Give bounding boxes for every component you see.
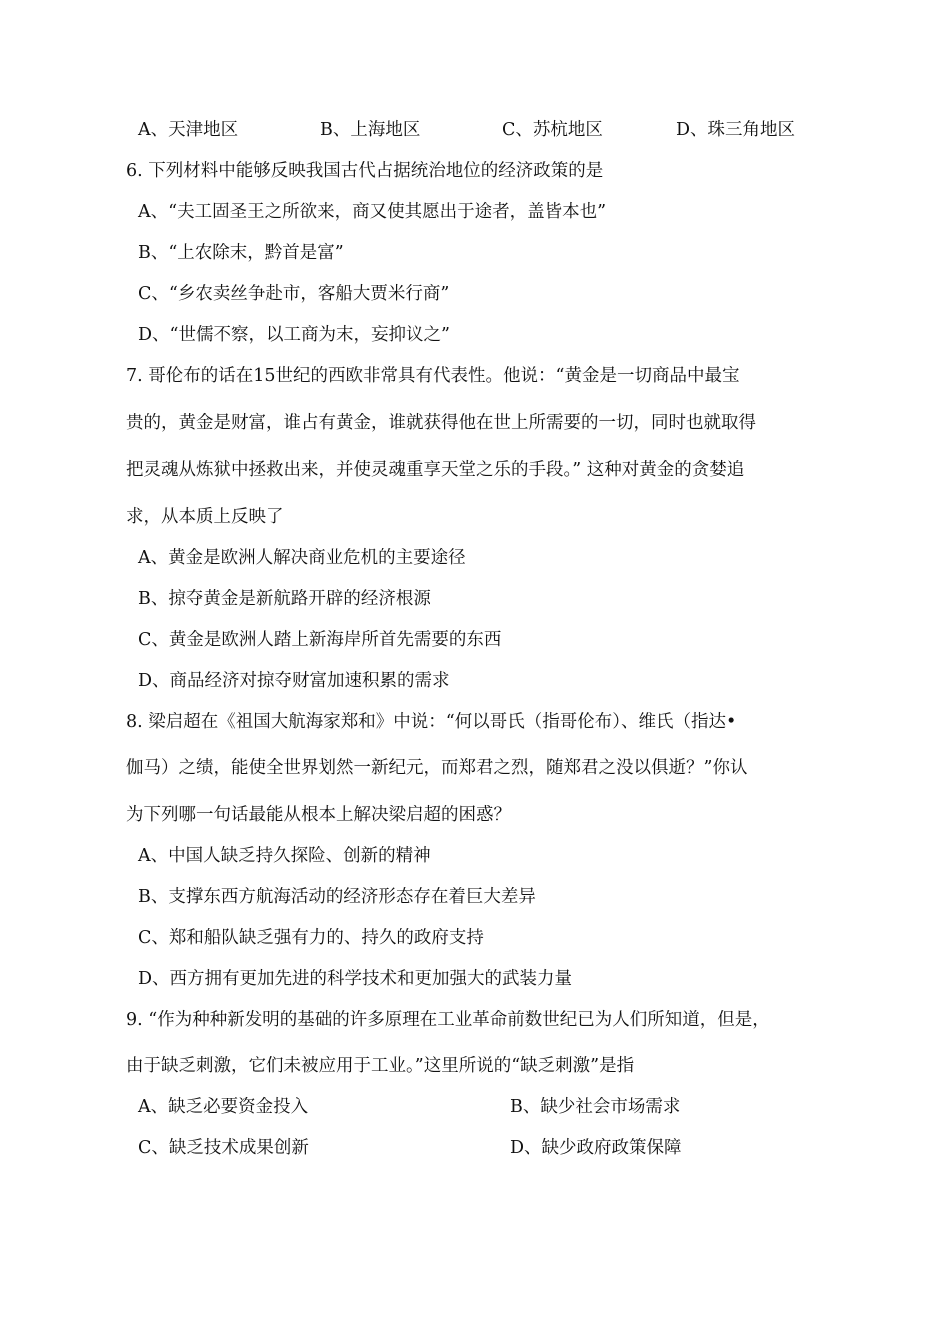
q6-option-a: A、“夫工固圣王之所欲来，商又使其愿出于途者，盖皆本也” — [138, 202, 607, 222]
q8-option-b: B、支撑东西方航海活动的经济形态存在着巨大差异 — [138, 887, 536, 907]
q9-option-d: D、缺少政府政策保障 — [510, 1138, 682, 1158]
q6-option-c: C、“乡农卖丝争赴市，客船大贾米行商” — [138, 284, 450, 304]
q7-option-a: A、黄金是欧洲人解决商业危机的主要途径 — [138, 548, 466, 568]
q9-option-a: A、缺乏必要资金投入 — [138, 1097, 309, 1117]
q9-option-c: C、缺乏技术成果创新 — [138, 1138, 309, 1158]
q8-option-c: C、郑和船队缺乏强有力的、持久的政府支持 — [138, 928, 484, 948]
q8-option-d: D、西方拥有更加先进的科学技术和更加强大的武装力量 — [138, 969, 573, 989]
q7-stem-line-4: 求，从本质上反映了 — [126, 507, 284, 527]
q5-option-c: C、苏杭地区 — [502, 120, 603, 140]
q9-stem-line-1: 9. “作为种种新发明的基础的许多原理在工业革命前数世纪已为人们所知道，但是， — [126, 1010, 770, 1030]
q8-stem-line-1: 8. 梁启超在《祖国大航海家郑和》中说：“何以哥氏（指哥伦布）、维氏（指达• — [126, 712, 737, 732]
q7-option-c: C、黄金是欧洲人踏上新海岸所首先需要的东西 — [138, 630, 502, 650]
q5-option-d: D、珠三角地区 — [676, 120, 796, 140]
q8-stem-line-2: 伽马）之绩，能使全世界划然一新纪元，而郑君之烈，随郑君之没以俱逝？”你认 — [126, 758, 748, 778]
q7-stem-line-2: 贵的，黄金是财富，谁占有黄金，谁就获得他在世上所需要的一切，同时也就取得 — [126, 413, 756, 433]
q7-stem-line-3: 把灵魂从炼狱中拯救出来，并使灵魂重享天堂之乐的手段。” 这种对黄金的贪婪追 — [126, 460, 745, 480]
q6-option-d: D、“世儒不察，以工商为末，妄抑议之” — [138, 325, 450, 345]
q7-option-d: D、商品经济对掠夺财富加速积累的需求 — [138, 671, 450, 691]
q6-option-b: B、“上农除末，黔首是富” — [138, 243, 344, 263]
q9-option-b: B、缺少社会市场需求 — [510, 1097, 681, 1117]
q8-stem-line-3: 为下列哪一句话最能从根本上解决梁启超的困惑？ — [126, 805, 511, 825]
q5-option-a: A、天津地区 — [138, 120, 239, 140]
q9-stem-line-2: 由于缺乏刺激，它们未被应用于工业。”这里所说的“缺乏刺激”是指 — [126, 1056, 635, 1076]
q7-stem-line-1: 7. 哥伦布的话在15世纪的西欧非常具有代表性。他说：“黄金是一切商品中最宝 — [126, 366, 740, 386]
q6-stem: 6. 下列材料中能够反映我国古代占据统治地位的经济政策的是 — [126, 161, 604, 181]
q7-option-b: B、掠夺黄金是新航路开辟的经济根源 — [138, 589, 431, 609]
q5-option-b: B、上海地区 — [320, 120, 421, 140]
q8-option-a: A、中国人缺乏持久探险、创新的精神 — [138, 846, 431, 866]
